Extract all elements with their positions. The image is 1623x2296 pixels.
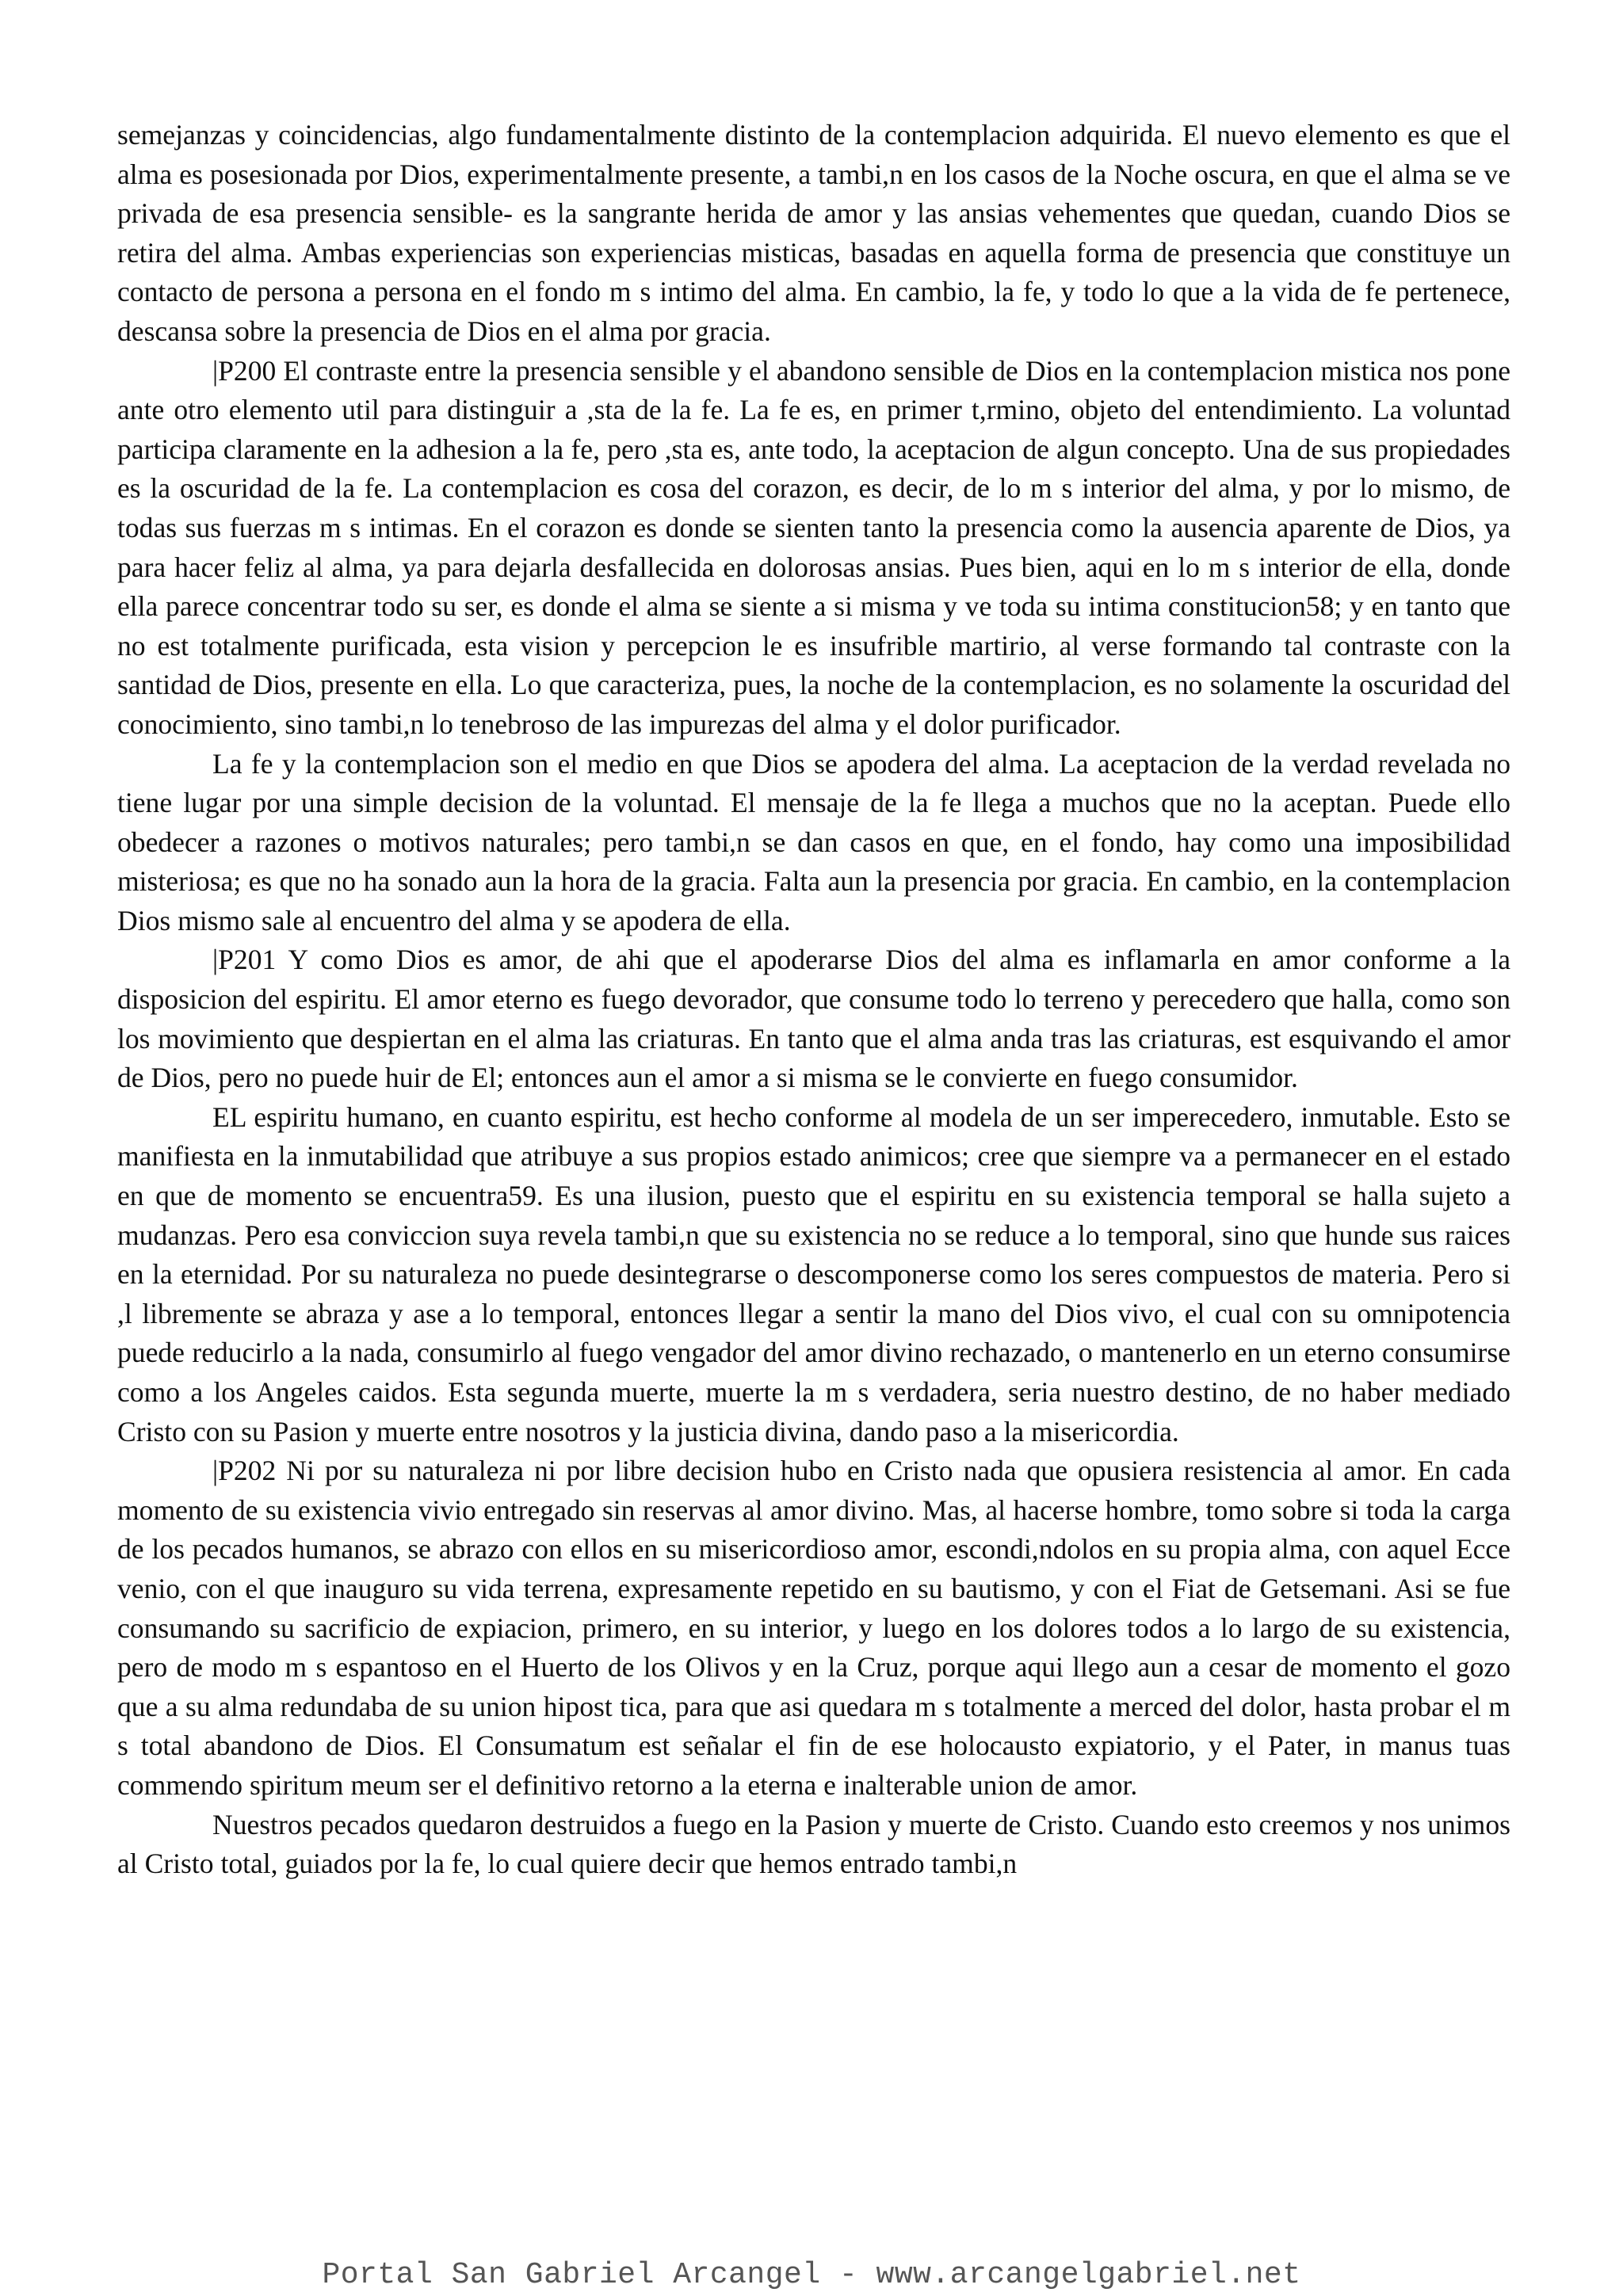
paragraph: EL espiritu humano, en cuanto espiritu, est hecho conforme al modela de un ser imperecedero, inmutable. Esto se manifiesta en la inmutabilidad que atribuye a sus propios estado animicos; cree que siempre va a permanecer en el estado en que de momento se encuentra59. Es una ilusion, puesto que el espiritu en su existencia temporal se halla sujeto a mudanzas. Pero esa conviccion suya revela tambi,n que su existencia no se reduce a lo temporal, sino que hunde sus raices en la eternidad. Por su naturaleza no puede desintegrarse o descomponerse como los seres compuestos de materia. Pero si ,l libremente se abraza y ase a lo temporal, entonces llegar a sentir la mano del Dios vivo, el cual con su omnipotencia puede reducirlo a la nada, consumirlo al fuego vengador del amor divino rechazado, o mantenerlo en un eterno consumirse como a los Angeles caidos. Esta segunda muerte, muerte la m s verdadera, seria nuestro destino, de no haber mediado Cristo con su Pasion y muerte entre nosotros y la justicia divina, dando paso a la misericordia.	[117, 1100, 1510, 1447]
page-footer: Portal San Gabriel Arcangel - www.arcangelgabriel.net	[322, 2258, 1301, 2292]
paragraph: La fe y la contemplacion son el medio en que Dios se apodera del alma. La aceptacion de la verdad revelada no tiene lugar por una simple decision de la voluntad. El mensaje de la fe llega a muchos que no la aceptan. Puede ello obedecer a razones o motivos naturales; pero tambi,n se dan casos en que, en el fondo, hay como una imposibilidad misteriosa; es que no ha sonado aun la hora de la gracia. Falta aun la presencia por gracia. En cambio, en la contemplacion Dios mismo sale al encuentro del alma y se apodera de ella.	[117, 747, 1510, 936]
paragraph: |P201 Y como Dios es amor, de ahi que el apoderarse Dios del alma es inflamarla en amor conforme a la disposicion del espiritu. El amor eterno es fuego devorador, que consume todo lo terreno y perecedero que halla, como son los movimiento que despiertan en el alma las criaturas. En tanto que el alma anda tras las criaturas, est esquivando el amor de Dios, pero no puede huir de El; entonces aun el amor a si misma se le convierte en fuego consumidor.	[117, 944, 1510, 1094]
paragraph: |P202 Ni por su naturaleza ni por libre decision hubo en Cristo nada que opusiera resistencia al amor. En cada momento de su existencia vivio entregado sin reservas al amor divino. Mas, al hacerse hombre, tomo sobre si toda la carga de los pecados humanos, se abrazo con ellos en su misericordioso amor, escondi,ndolos en su propia alma, con aquel Ecce venio, con el que inauguro su vida terrena, expresamente repetido en su bautismo, y con el Fiat de Getsemani. Asi se fue consumando su sacrificio de expiacion, primero, en su interior, y luego en los dolores todos a lo largo de su existencia, pero de modo m s espantoso en el Huerto de los Olivos y en la Cruz, porque aqui llego aun a cesar de momento el gozo que a su alma redundaba de su union hipost tica, para que asi quedara m s totalmente a merced del dolor, hasta probar el m s total abandono de Dios. El Consumatum est señalar el fin de ese holocausto expiatorio, y el Pater, in manus tuas commendo spiritum meum ser el definitivo retorno a la eterna e inalterable union de amor.	[117, 1455, 1510, 1801]
document-body	[117, 116, 1510, 1884]
paragraph: |P200 El contraste entre la presencia sensible y el abandono sensible de Dios en la contemplacion mistica nos pone ante otro elemento util para distinguir a ,sta de la fe. La fe es, en primer t,rmino, objeto del entendimiento. La voluntad participa claramente en la adhesion a la fe, pero ,sta es, ante todo, la aceptacion de algun concepto. Una de sus propiedades es la oscuridad de la fe. La contemplacion es cosa del corazon, es decir, de lo m s interior del alma, y por lo mismo, de todas sus fuerzas m s intimas. En el corazon es donde se sienten tanto la presencia como la ausencia aparente de Dios, ya para hacer feliz al alma, ya para dejarla desfallecida en dolorosas ansias. Pues bien, aqui en lo m s interior de ella, donde ella parece concentrar todo su ser, es donde el alma se siente a si misma y ve toda su intima constitucion58; y en tanto que no est totalmente purificada, esta vision y percepcion le es insufrible martirio, al verse formando tal contraste con la santidad de Dios, presente en ella. Lo que caracteriza, pues, la noche de la contemplacion, es no solamente la oscuridad del conocimiento, sino tambi,n lo tenebroso de las impurezas del alma y el dolor purificador.	[117, 354, 1510, 740]
paragraph: Nuestros pecados quedaron destruidos a fuego en la Pasion y muerte de Cristo. Cuando esto creemos y nos unimos al Cristo total, guiados por la fe, lo cual quiere decir que hemos entrado tambi,n	[117, 1808, 1510, 1880]
paragraph: semejanzas y coincidencias, algo fundamentalmente distinto de la contemplacion adquirida. El nuevo elemento es que el alma es posesionada por Dios, experimentalmente presente, a tambi,n en los casos de la Noche oscura, en que el alma se ve privada de esa presencia sensible- es la sangrante herida de amor y las ansias vehementes que quedan, cuando Dios se retira del alma. Ambas experiencias son experiencias misticas, basadas en aquella forma de presencia que constituye un contacto de persona a persona en el fondo m s intimo del alma. En cambio, la fe, y todo lo que a la vida de fe pertenece, descansa sobre la presencia de Dios en el alma por gracia.	[117, 119, 1510, 347]
